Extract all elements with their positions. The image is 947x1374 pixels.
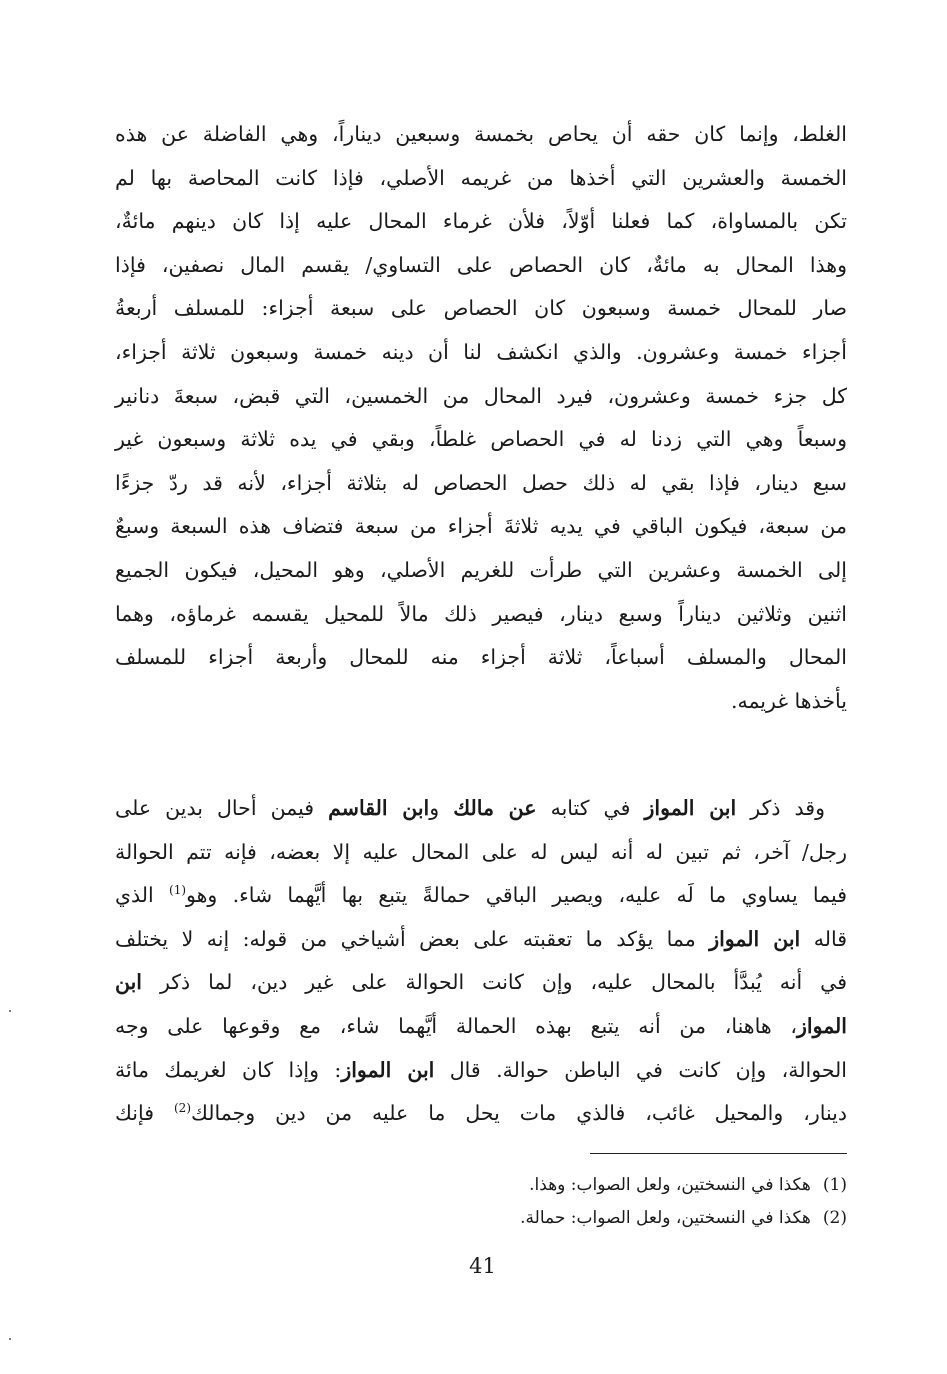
- text-run: و: [429, 796, 454, 820]
- paragraph-2: [115, 787, 847, 1136]
- text-line: أجزاء خمسة وعشرون. والذي انكشف لنا أن دينه خمسة وسبعون ثلاثة أجزاء،: [115, 339, 847, 364]
- footnote-2: [115, 1202, 847, 1235]
- paragraph-1: [115, 113, 847, 723]
- footnote-ref: (1): [169, 883, 187, 898]
- text-run: فيما يساوي ما لَه عليه، ويصير الباقي حمالةً يتبع بها أيَّهما شاء. وهو: [186, 883, 848, 908]
- bold-name: ابن المواز: [341, 1057, 435, 1082]
- page-number: 41: [469, 1254, 496, 1278]
- text-run: ، هاهنا، من أنه يتبع بهذه الحمالة أيَّهما شاء، مع وقوعها على وجه: [115, 1013, 798, 1038]
- footnote-number: (1): [822, 1175, 847, 1195]
- text-run: في أنه يُبدَّأ بالمحال عليه، وإن كانت الحوالة على غير دين، لما ذكر: [142, 970, 847, 995]
- text-line: [115, 1005, 847, 1049]
- footnote-ref: (2): [173, 1101, 191, 1116]
- footnote-number: (2): [822, 1208, 847, 1228]
- text-run: قاله: [800, 926, 848, 951]
- text-line: من سبعة، فيكون الباقي في يديه ثلاثةَ أجزاء من سبعة فتضاف هذه السبعة وسبعٌ: [115, 514, 847, 539]
- footnote-text: هكذا في النسختين، ولعل الصواب: حمالة.: [520, 1208, 811, 1228]
- footnote-separator: [590, 1153, 847, 1154]
- text-line: تكن بالمساواة، كما فعلنا أوّلاً، فلأن غرماء المحال عليه إذا كان دينهم مائةٌ،: [115, 209, 847, 234]
- text-line: اثنين وثلاثين ديناراً وسبع دينار، فيصير ذلك مالاً للمحيل يقسمه غرماؤه، وهما: [115, 601, 847, 626]
- bold-name: ابن: [115, 970, 143, 995]
- text-line: الغلط، وإنما كان حقه أن يحاص بخمسة وسبعين ديناراً، وهي الفاضلة عن هذه: [115, 122, 847, 146]
- text-run: فإنك: [115, 1101, 174, 1126]
- bold-name: ابن المواز: [709, 926, 801, 951]
- bold-name: ابن المواز: [644, 796, 737, 820]
- text-line: [115, 787, 847, 831]
- text-run: الحوالة، وإن كانت في الباطن حوالة. قال: [434, 1057, 848, 1082]
- text-line: صار للمحال خمسة وسبعون كان الحصاص على سبعة أجزاء: للمسلف أربعةُ: [115, 296, 847, 321]
- text-run: فيمن أحال بدين على: [115, 796, 329, 820]
- text-line: [115, 961, 847, 1005]
- bold-name: عن مالك: [453, 796, 537, 820]
- text-run: وقد ذكر: [736, 796, 826, 820]
- text-run: : وإذا كان لغريمك مائة: [115, 1057, 342, 1082]
- text-line: وسبعاً وهي التي زدنا له في الحصاص غلطاً، وبقي في يده ثلاثة وسبعون غير: [115, 427, 847, 452]
- text-line: المحال والمسلف أسباعاً، ثلاثة أجزاء منه للمحال وأربعة أجزاء للمسلف: [115, 645, 847, 670]
- text-line: [115, 1049, 847, 1093]
- text-run: في كتابه: [536, 796, 645, 820]
- text-line: يأخذها غريمه.: [730, 688, 847, 713]
- scan-speck: [9, 1010, 11, 1012]
- text-line: [115, 918, 847, 962]
- text-line: رجل/ آخر، ثم تبين له أنه ليس له على المحال عليه إلا بعضه، فإنه تتم الحوالة: [115, 839, 847, 864]
- text-line: [115, 874, 847, 918]
- text-line: [115, 1092, 847, 1136]
- footnote-1: [115, 1169, 847, 1202]
- text-line: سبع دينار، فإذا بقي له ذلك حصل الحصاص له بثلاثة أجزاء، لأنه قد ردّ جزءًا: [115, 470, 847, 495]
- footnotes: [115, 1169, 847, 1235]
- text-line: وهذا المحال به مائةٌ، كان الحصاص على التساوي/ يقسم المال نصفين، فإذا: [115, 252, 847, 277]
- scan-speck: [9, 1338, 11, 1340]
- text-line: الخمسة والعشرين التي أخذها من غريمه الأصلي، فإذا كانت المحاصة بها لم: [115, 165, 847, 190]
- text-run: الذي: [115, 883, 170, 908]
- footnote-text: هكذا في النسختين، ولعل الصواب: وهذا.: [529, 1175, 811, 1195]
- text-line: إلى الخمسة وعشرين التي طرأت للغريم الأصلي، وهو المحيل، فيكون الجميع: [115, 557, 847, 582]
- text-line: كل جزء خمسة وعشرون، فيرد المحال من الخمسين، التي قبض، سبعةَ دنانير: [115, 383, 847, 408]
- bold-name: المواز: [797, 1013, 847, 1038]
- text-run: دينار، والمحيل غائب، فالذي مات يحل ما عليه من دين وجمالك: [191, 1101, 848, 1126]
- bold-name: ابن القاسم: [328, 796, 430, 820]
- text-run: مما يؤكد ما تعقبته على بعض أشياخي من قوله: إنه لا يختلف: [115, 926, 710, 951]
